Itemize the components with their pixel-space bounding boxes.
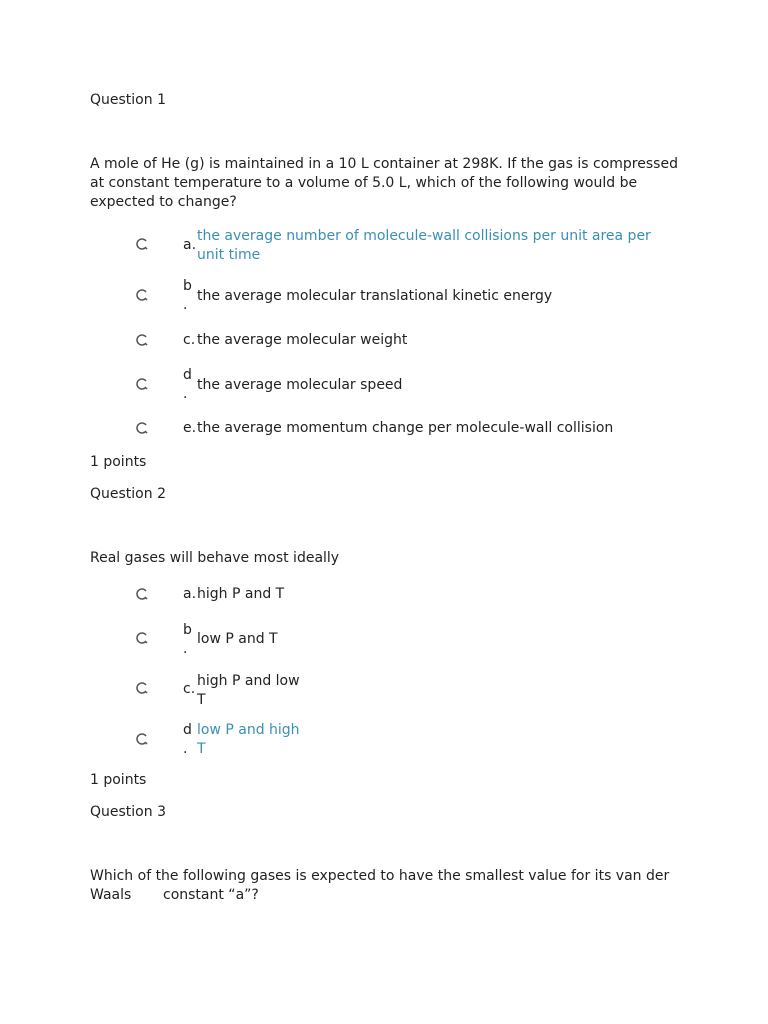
option-text-line-1[interactable]: high P and low — [197, 673, 300, 689]
question-1-points: 1 points — [90, 454, 147, 470]
radio-button-icon[interactable] — [136, 682, 148, 694]
radio-button-icon[interactable] — [136, 289, 148, 301]
option-label-bottom: . — [183, 641, 188, 657]
option-label-bottom: . — [183, 297, 188, 313]
radio-button-icon[interactable] — [136, 238, 148, 250]
question-1-prompt-line-2: at constant temperature to a volume of 5.0 L, which of the following would be — [90, 175, 638, 191]
option-text[interactable]: the average molecular translational kinetic energy — [197, 288, 553, 304]
option-text[interactable]: the average molecular speed — [197, 377, 403, 393]
option-text-line-2[interactable]: T — [197, 692, 206, 708]
option-label: a. — [183, 586, 197, 602]
option-label: c. — [183, 681, 196, 697]
option-text[interactable]: high P and T — [197, 586, 285, 602]
radio-button-icon[interactable] — [136, 422, 148, 434]
option-text[interactable]: low P and T — [197, 631, 278, 647]
option-text-line-2[interactable]: T — [197, 741, 206, 757]
radio-button-icon[interactable] — [136, 378, 148, 390]
radio-button-icon[interactable] — [136, 632, 148, 644]
question-3-prompt-line-2a: Waals — [90, 887, 132, 903]
question-3-prompt-line-1: Which of the following gases is expected to have the smallest value for its van der — [90, 868, 670, 884]
option-text-line-1[interactable]: the average number of molecule-wall collisions per unit area per — [197, 228, 651, 244]
radio-button-icon[interactable] — [136, 733, 148, 745]
option-label: a. — [183, 237, 197, 253]
option-label-top: d — [183, 722, 192, 738]
question-1-prompt-line-3: expected to change? — [90, 194, 237, 210]
question-3-prompt-line-2b: constant “a”? — [163, 887, 259, 903]
option-label-bottom: . — [183, 741, 188, 757]
option-text-line-2[interactable]: unit time — [197, 247, 261, 263]
option-label-top: b — [183, 278, 192, 294]
question-1-prompt-line-1: A mole of He (g) is maintained in a 10 L container at 298K. If the gas is compressed — [90, 156, 678, 172]
option-label: e. — [183, 420, 197, 436]
question-2-prompt: Real gases will behave most ideally — [90, 550, 340, 566]
question-2-title: Question 2 — [90, 486, 166, 502]
option-text-line-1[interactable]: low P and high — [197, 722, 300, 738]
option-label: c. — [183, 332, 196, 348]
radio-button-icon[interactable] — [136, 588, 148, 600]
question-3-title: Question 3 — [90, 804, 166, 820]
radio-button-icon[interactable] — [136, 334, 148, 346]
option-label-top: b — [183, 622, 192, 638]
question-2-points: 1 points — [90, 772, 147, 788]
option-label-top: d — [183, 367, 192, 383]
option-text[interactable]: the average molecular weight — [197, 332, 408, 348]
question-1-title: Question 1 — [90, 92, 166, 108]
option-text[interactable]: the average momentum change per molecule-wall collision — [197, 420, 614, 436]
option-label-bottom: . — [183, 386, 188, 402]
